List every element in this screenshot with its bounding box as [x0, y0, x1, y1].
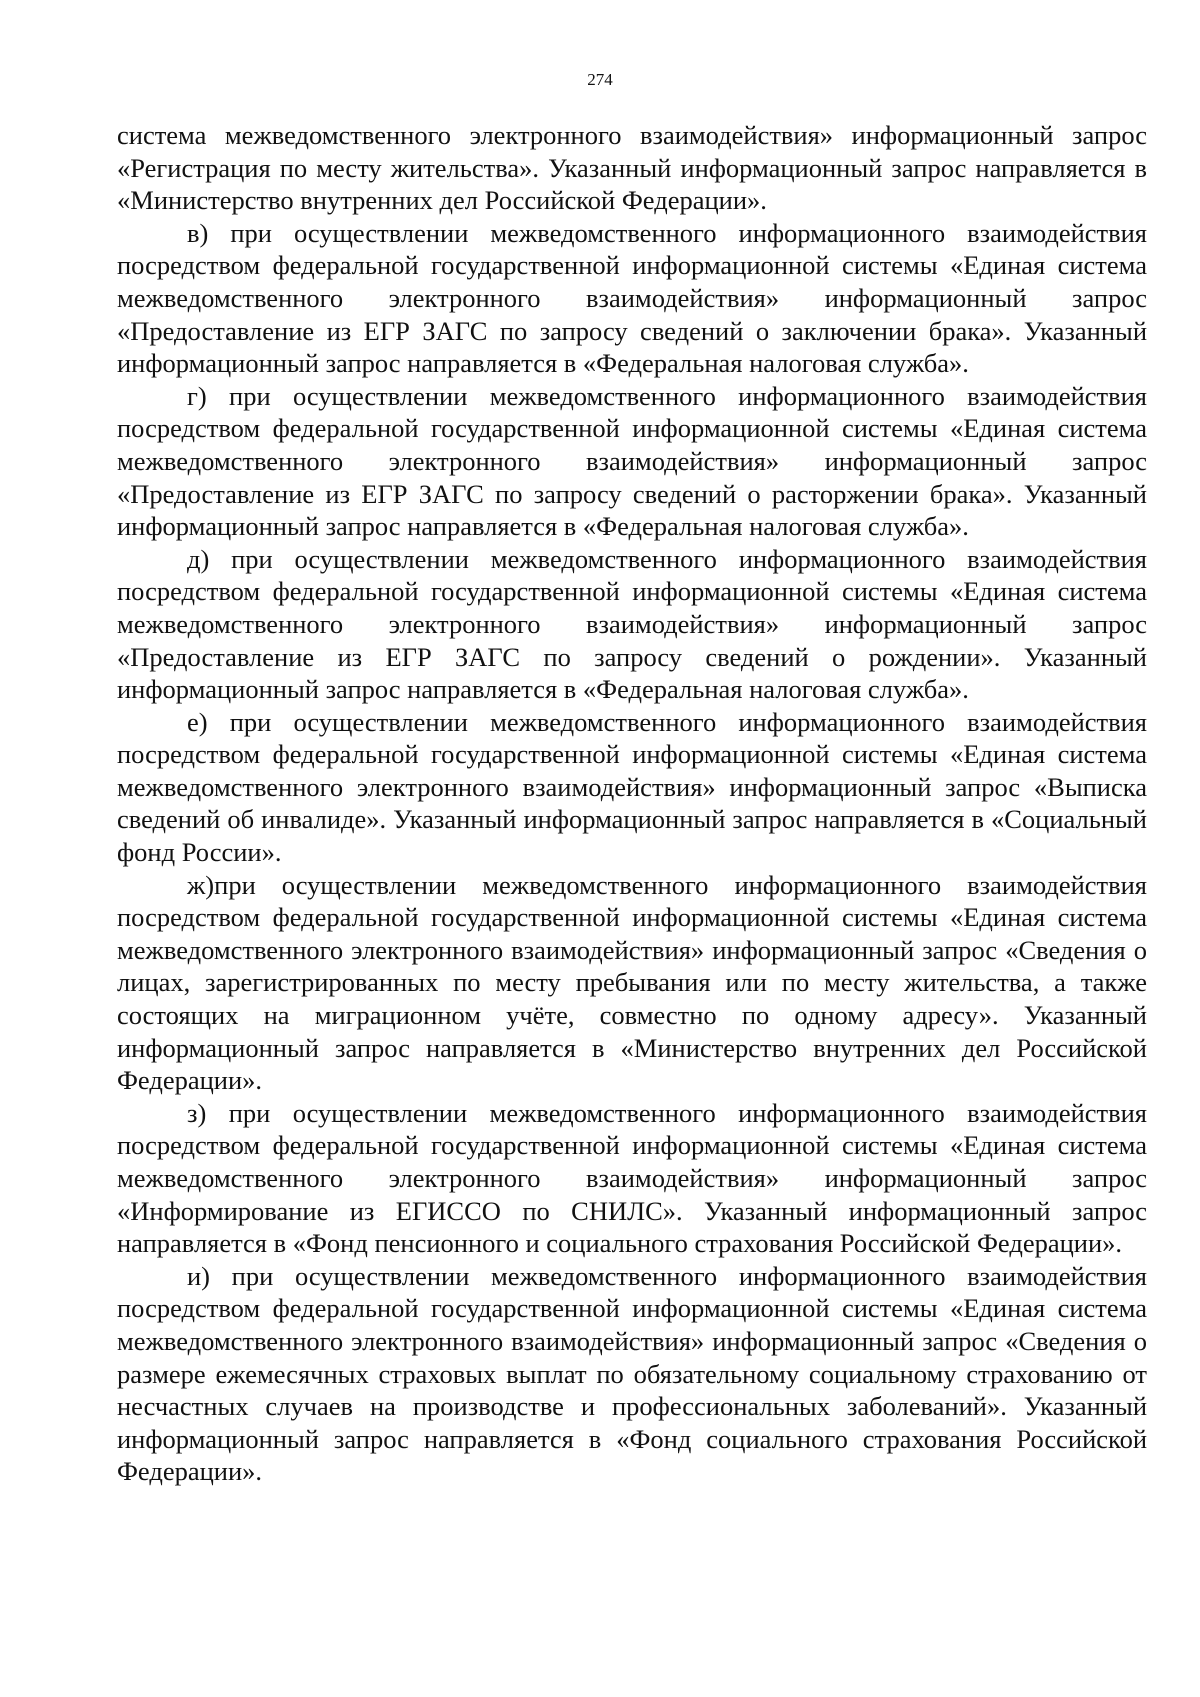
item-letter: з) — [187, 1097, 207, 1128]
item-g — [117, 380, 1147, 543]
item-text: при осуществлении межведомственного информационного взаимодействия посредством федеральной государственной информационной системы «Единая система межведомственного электронного взаимодействия» информационный запрос «Сведения о размере ежемесячных страховых выплат по обязательному социальному страхованию от несчастных случаев на производстве и профессиональных заболеваний». Указанный информационный запрос направляется в «Фонд социального страхования Российской Федерации». — [117, 1260, 1147, 1487]
item-text: при осуществлении межведомственного информационного взаимодействия посредством федеральной государственной информационной системы «Единая система межведомственного электронного взаимодействия» информационный запрос «Предоставление из ЕГР ЗАГС по запросу сведений о рождении». Указанный информационный запрос направляется в «Федеральная налоговая служба». — [117, 543, 1147, 705]
item-letter: ж) — [187, 869, 215, 900]
continuation-paragraph: система межведомственного электронного взаимодействия» информационный запрос «Регистрация по месту жительства». Указанный информационный запрос направляется в «Министерство внутренних дел Российской Федерации». — [117, 120, 1147, 216]
item-letter: е) — [187, 706, 208, 737]
item-text: при осуществлении межведомственного информационного взаимодействия посредством федеральной государственной информационной системы «Единая система межведомственного электронного взаимодействия» информационный запрос «Информирование из ЕГИССО по СНИЛС». Указанный информационный запрос направляется в «Фонд пенсионного и социального страхования Российской Федерации». — [117, 1097, 1147, 1259]
item-z — [117, 1097, 1147, 1260]
document-body — [117, 119, 1147, 1488]
item-v — [117, 217, 1147, 380]
item-letter: г) — [187, 380, 207, 411]
item-text: при осуществлении межведомственного информационного взаимодействия посредством федеральной государственной информационной системы «Единая система межведомственного электронного взаимодействия» информационный запрос «Предоставление из ЕГР ЗАГС по запросу сведений о расторжении брака». Указанный информационный запрос направляется в «Федеральная налоговая служба». — [117, 380, 1148, 542]
item-d — [117, 543, 1147, 706]
page-number: 274 — [587, 70, 613, 89]
item-text: при осуществлении межведомственного информационного взаимодействия посредством федеральной государственной информационной системы «Единая система межведомственного электронного взаимодействия» информационный запрос «Предоставление из ЕГР ЗАГС по запросу сведений о заключении брака». Указанный информационный запрос направляется в «Федеральная налоговая служба». — [117, 217, 1148, 379]
item-e — [117, 706, 1147, 869]
item-text: при осуществлении межведомственного информационного взаимодействия посредством федеральной государственной информационной системы «Единая система межведомственного электронного взаимодействия» информационный запрос «Выписка сведений об инвалиде». Указанный информационный запрос направляется в «Социальный фонд России». — [117, 706, 1147, 868]
item-zh — [117, 869, 1147, 1097]
item-i — [117, 1260, 1147, 1488]
item-text: при осуществлении межведомственного информационного взаимодействия посредством федеральной государственной информационной системы «Единая система межведомственного электронного взаимодействия» информационный запрос «Сведения о лицах, зарегистрированных по месту пребывания или по месту жительства, а также состоящих на миграционном учёте, совместно по одному адресу». Указанный информационный запрос направляется в «Министерство внутренних дел Российской Федерации». — [117, 869, 1147, 1096]
item-letter: в) — [187, 217, 209, 248]
item-letter: д) — [187, 543, 210, 574]
item-letter: и) — [187, 1260, 211, 1291]
